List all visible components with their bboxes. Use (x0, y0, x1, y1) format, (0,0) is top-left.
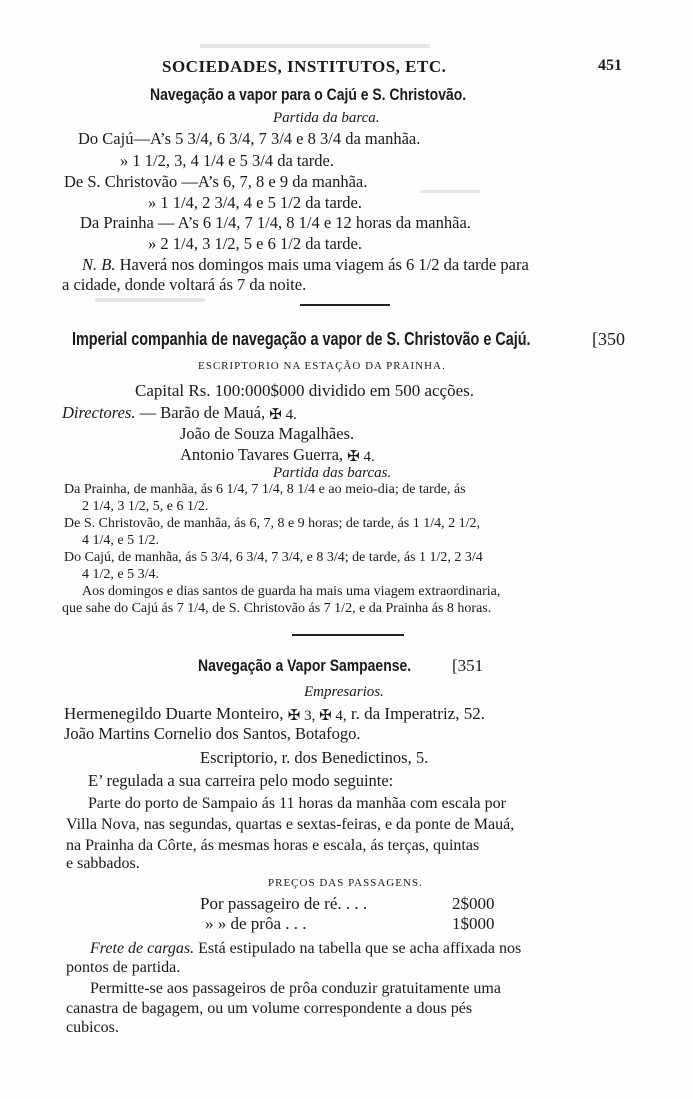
empresario-row (64, 705, 485, 724)
note-line (82, 257, 529, 274)
scan-noise (200, 44, 430, 48)
scan-noise (95, 298, 205, 302)
schedule-line: 4 1/4, e 5 1/2. (82, 533, 159, 548)
frete-text: Está estipulado na tabella que se acha affixada nos (198, 940, 522, 957)
note-line-2: a cidade, donde voltará ás 7 da noite. (62, 275, 307, 294)
section-number: [350 (592, 329, 625, 349)
schedule-line: » 1 1/2, 3, 4 1/4 e 5 3/4 da tarde. (120, 151, 335, 170)
schedule-line: Da Prainha, de manhãa, ás 6 1/4, 7 1/4, 8 1/4 e ao meio-dia; de tarde, ás (64, 482, 466, 497)
office-line: Escriptorio, r. dos Benedictinos, 5. (200, 748, 429, 767)
note-label: N. B. (82, 255, 116, 274)
empresario-address: r. da Imperatriz, 52. (350, 704, 485, 723)
body-line: E’ regulada a sua carreira pelo modo seguinte: (88, 771, 394, 790)
schedule-line: » 1 1/4, 2 3/4, 4 e 5 1/2 da tarde. (148, 193, 363, 212)
capital-line: Capital Rs. 100:000$000 dividido em 500 acções. (135, 381, 475, 400)
empresario-row: João Martins Cornelio dos Santos, Botafogo. (64, 724, 361, 743)
director-name: João de Souza Magalhães. (180, 424, 355, 443)
schedule-line: Do Cajú, de manhãa, ás 5 3/4, 6 3/4, 7 3/4, e 8 3/4; de tarde, ás 1 1/2, 2 3/4 (64, 550, 483, 565)
section-divider (292, 634, 404, 636)
body-line: Parte do porto de Sampaio ás 11 horas da manhãa com escala por (88, 795, 506, 812)
section-number: [351 (452, 656, 484, 675)
schedule-line: Aos domingos e dias santos de guarda ha mais uma viagem extraordinaria, (82, 584, 501, 599)
body-line: Villa Nova, nas segundas, quartas e sextas-feiras, e da ponte de Mauá, (66, 816, 515, 833)
frete-label: Frete de cargas. (90, 940, 195, 957)
price-label: Por passageiro de ré. . . . (200, 894, 368, 913)
price-row (200, 895, 367, 912)
page-number: 451 (598, 57, 622, 74)
order-insignia-icon: ✠ 4. (269, 407, 297, 423)
office-line: ESCRIPTORIO NA ESTAÇÃO DA PRAINHA. (198, 360, 446, 372)
director-row (62, 405, 297, 423)
scan-noise (420, 190, 480, 193)
permitte-line: cubicos. (66, 1019, 119, 1036)
section-subtitle: Partida das barcas. (273, 465, 392, 481)
director-row (180, 447, 375, 465)
section-subtitle: Partida da barca. (273, 110, 380, 126)
empresario-name: Hermenegildo Duarte Monteiro, (64, 704, 284, 723)
frete-line-2: pontos de partida. (66, 959, 181, 976)
section-title-imperial: Imperial companhia de navegação a vapor de S. Christovão e Cajú. (72, 329, 531, 349)
director-name: — Barão de Mauá, (139, 403, 266, 422)
section-title-sampaense: Navegação a Vapor Sampaense. (198, 656, 412, 675)
schedule-line: que sahe do Cajú ás 7 1/4, de S. Christovão ás 7 1/2, e da Prainha ás 8 horas. (62, 601, 492, 616)
prices-title: PREÇOS DAS PASSAGENS. (268, 877, 423, 889)
running-head: SOCIEDADES, INSTITUTOS, ETC. (162, 57, 447, 76)
frete-line (90, 941, 521, 957)
schedule-line: Da Prainha — A’s 6 1/4, 7 1/4, 8 1/4 e 12 horas da manhãa. (80, 213, 471, 232)
body-line: e sabbados. (66, 855, 140, 872)
schedule-line: De S. Christovão —A’s 6, 7, 8 e 9 da manhãa. (64, 172, 368, 191)
empresarios-label: Empresarios. (304, 684, 384, 700)
price-value: 1$000 (452, 914, 495, 933)
director-name: Antonio Tavares Guerra, (180, 445, 344, 464)
directors-label: Directores. (62, 403, 136, 422)
schedule-line: » 2 1/4, 3 1/2, 5 e 6 1/2 da tarde. (148, 234, 363, 253)
permitte-line: canastra de bagagem, ou um volume correspondente a dous pés (66, 1000, 473, 1017)
price-value: 2$000 (452, 894, 495, 913)
schedule-line: Do Cajú—A’s 5 3/4, 6 3/4, 7 3/4 e 8 3/4 da manhãa. (78, 129, 421, 148)
price-row (205, 915, 307, 932)
permitte-line: Permitte-se aos passageiros de prôa conduzir gratuitamente uma (90, 980, 501, 997)
section-title-cajú: Navegação a vapor para o Cajú e S. Christovão. (150, 85, 467, 104)
price-label: » » de prôa . . . (205, 914, 307, 933)
schedule-line: 2 1/4, 3 1/2, 5, e 6 1/2. (82, 499, 209, 514)
order-insignia-icon: ✠ 3, ✠ 4, (287, 708, 347, 724)
order-insignia-icon: ✠ 4. (347, 449, 375, 465)
section-divider (300, 304, 390, 306)
director-row (180, 426, 354, 443)
schedule-line: 4 1/2, e 5 3/4. (82, 567, 159, 582)
body-line: na Prainha da Côrte, ás mesmas horas e escala, ás terças, quintas (66, 837, 480, 854)
schedule-line: De S. Christovão, de manhãa, ás 6, 7, 8 e 9 horas; de tarde, ás 1 1/4, 2 1/2, (64, 516, 481, 531)
note-text: Haverá nos domingos mais uma viagem ás 6 1/2 da tarde para (119, 255, 529, 274)
